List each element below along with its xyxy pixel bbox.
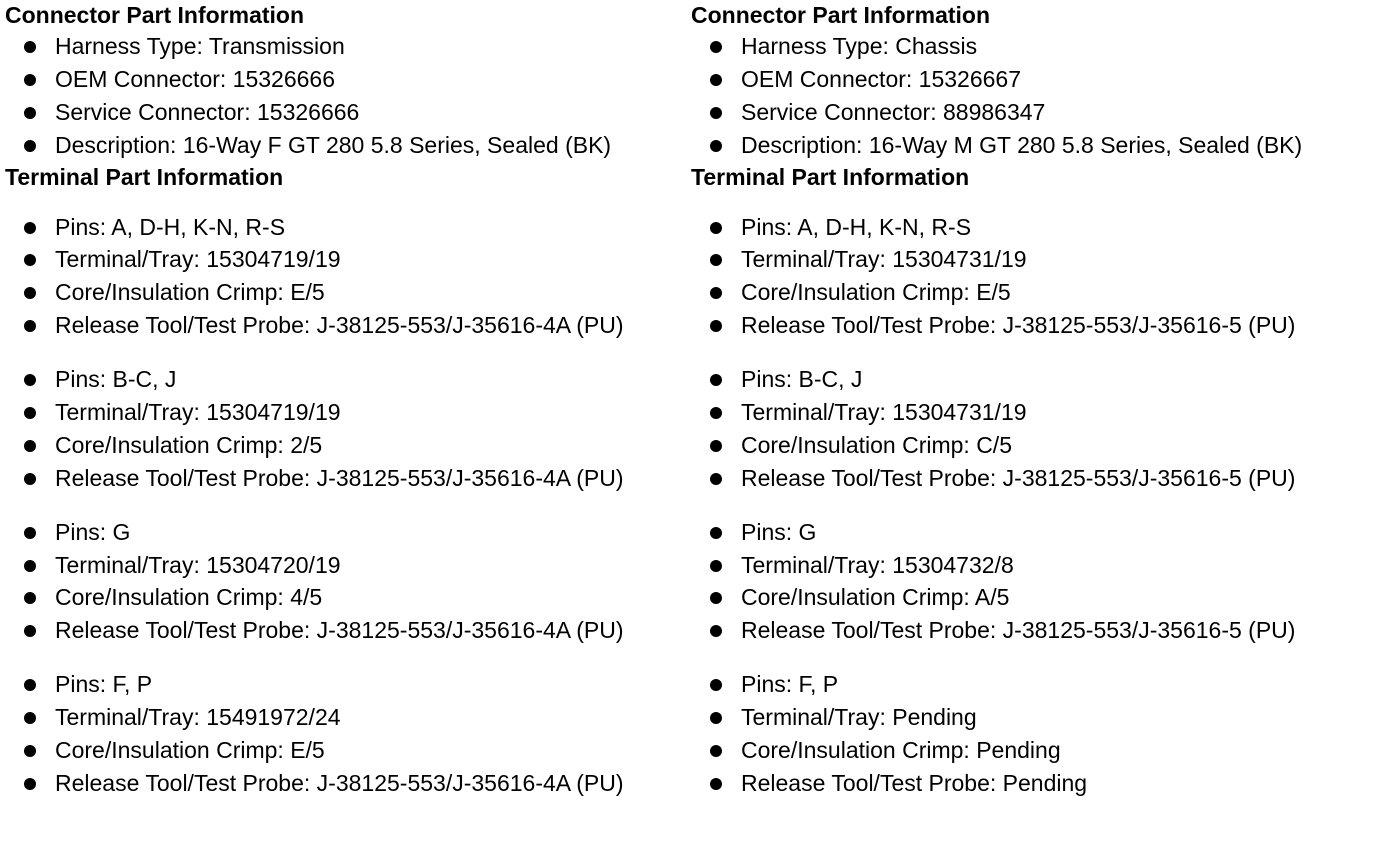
bullet-icon: [710, 440, 722, 452]
terminal-part-title: Terminal Part Information: [691, 163, 970, 190]
right-connector-column: [691, 0, 1371, 800]
bullet-icon: [710, 745, 722, 757]
bullet-icon: [710, 560, 722, 572]
bullet-icon: [710, 778, 722, 790]
bullet-icon: [710, 473, 722, 485]
list-item: Terminal/Tray: Pending: [691, 701, 1371, 734]
terminal-group: [691, 363, 1371, 495]
list-item: Core/Insulation Crimp: A/5: [691, 581, 1371, 614]
list-item: Description: 16-Way M GT 280 5.8 Series, Sealed (BK): [691, 129, 1371, 162]
list-item: Terminal/Tray: 15304732/8: [691, 549, 1371, 582]
left-connector-column: [5, 0, 685, 800]
list-item: Service Connector: 15326666: [5, 96, 685, 129]
terminal-group: [691, 211, 1371, 343]
bullet-icon: [710, 41, 722, 53]
terminal-group: [691, 668, 1371, 800]
bullet-icon: [24, 320, 36, 332]
bullet-icon: [24, 440, 36, 452]
bullet-icon: [710, 407, 722, 419]
terminal-group: [5, 516, 685, 648]
list-item: Harness Type: Chassis: [691, 30, 1371, 63]
list-item: OEM Connector: 15326666: [5, 63, 685, 96]
terminal-group: [691, 516, 1371, 648]
bullet-icon: [24, 679, 36, 691]
list-item: Terminal/Tray: 15304731/19: [691, 396, 1371, 429]
bullet-icon: [24, 374, 36, 386]
bullet-icon: [24, 778, 36, 790]
bullet-icon: [710, 222, 722, 234]
terminal-group: [5, 363, 685, 495]
terminal-group: [5, 668, 685, 800]
bullet-icon: [24, 287, 36, 299]
terminal-group: [5, 211, 685, 343]
list-item: Pins: G: [691, 516, 1371, 549]
bullet-icon: [710, 140, 722, 152]
list-item: Terminal/Tray: 15304720/19: [5, 549, 685, 582]
list-item: Pins: B-C, J: [691, 363, 1371, 396]
connector-part-title: Connector Part Information: [5, 2, 305, 28]
bullet-icon: [24, 41, 36, 53]
bullet-icon: [24, 712, 36, 724]
list-item: Pins: F, P: [5, 668, 685, 701]
list-item: Terminal/Tray: 15304719/19: [5, 396, 685, 429]
bullet-icon: [710, 592, 722, 604]
bullet-icon: [710, 107, 722, 119]
bullet-icon: [710, 625, 722, 637]
connector-part-list: [691, 30, 1371, 162]
terminal-part-title: Terminal Part Information: [5, 163, 284, 190]
list-item: Pins: G: [5, 516, 685, 549]
list-item: Terminal/Tray: 15304731/19: [691, 243, 1371, 276]
bullet-icon: [710, 320, 722, 332]
list-item: Description: 16-Way F GT 280 5.8 Series, Sealed (BK): [5, 129, 685, 162]
bullet-icon: [24, 222, 36, 234]
list-item: Service Connector: 88986347: [691, 96, 1371, 129]
bullet-icon: [24, 140, 36, 152]
list-item: Release Tool/Test Probe: J-38125-553/J-35616-4A (PU): [5, 614, 685, 647]
list-item: Core/Insulation Crimp: Pending: [691, 734, 1371, 767]
bullet-icon: [24, 407, 36, 419]
bullet-icon: [24, 560, 36, 572]
list-item: Core/Insulation Crimp: E/5: [691, 276, 1371, 309]
list-item: Core/Insulation Crimp: E/5: [5, 276, 685, 309]
list-item: Pins: A, D-H, K-N, R-S: [5, 211, 685, 244]
list-item: Core/Insulation Crimp: 2/5: [5, 429, 685, 462]
list-item: Pins: B-C, J: [5, 363, 685, 396]
list-item: Harness Type: Transmission: [5, 30, 685, 63]
bullet-icon: [710, 287, 722, 299]
bullet-icon: [710, 254, 722, 266]
list-item: Terminal/Tray: 15304719/19: [5, 243, 685, 276]
bullet-icon: [24, 107, 36, 119]
list-item: Core/Insulation Crimp: E/5: [5, 734, 685, 767]
list-item: Terminal/Tray: 15491972/24: [5, 701, 685, 734]
list-item: Pins: A, D-H, K-N, R-S: [691, 211, 1371, 244]
bullet-icon: [24, 473, 36, 485]
connector-part-title: Connector Part Information: [691, 2, 991, 28]
bullet-icon: [710, 712, 722, 724]
list-item: Release Tool/Test Probe: J-38125-553/J-35616-4A (PU): [5, 309, 685, 342]
bullet-icon: [710, 374, 722, 386]
list-item: OEM Connector: 15326667: [691, 63, 1371, 96]
bullet-icon: [24, 74, 36, 86]
list-item: Release Tool/Test Probe: J-38125-553/J-35616-4A (PU): [5, 767, 685, 800]
bullet-icon: [24, 254, 36, 266]
bullet-icon: [710, 679, 722, 691]
bullet-icon: [24, 625, 36, 637]
bullet-icon: [24, 527, 36, 539]
list-item: Release Tool/Test Probe: J-38125-553/J-35616-5 (PU): [691, 309, 1371, 342]
bullet-icon: [24, 592, 36, 604]
connector-part-list: [5, 30, 685, 162]
list-item: Release Tool/Test Probe: J-38125-553/J-35616-5 (PU): [691, 614, 1371, 647]
list-item: Core/Insulation Crimp: 4/5: [5, 581, 685, 614]
list-item: Pins: F, P: [691, 668, 1371, 701]
bullet-icon: [24, 745, 36, 757]
list-item: Release Tool/Test Probe: Pending: [691, 767, 1371, 800]
list-item: Release Tool/Test Probe: J-38125-553/J-35616-5 (PU): [691, 462, 1371, 495]
list-item: Release Tool/Test Probe: J-38125-553/J-35616-4A (PU): [5, 462, 685, 495]
bullet-icon: [710, 74, 722, 86]
bullet-icon: [710, 527, 722, 539]
list-item: Core/Insulation Crimp: C/5: [691, 429, 1371, 462]
